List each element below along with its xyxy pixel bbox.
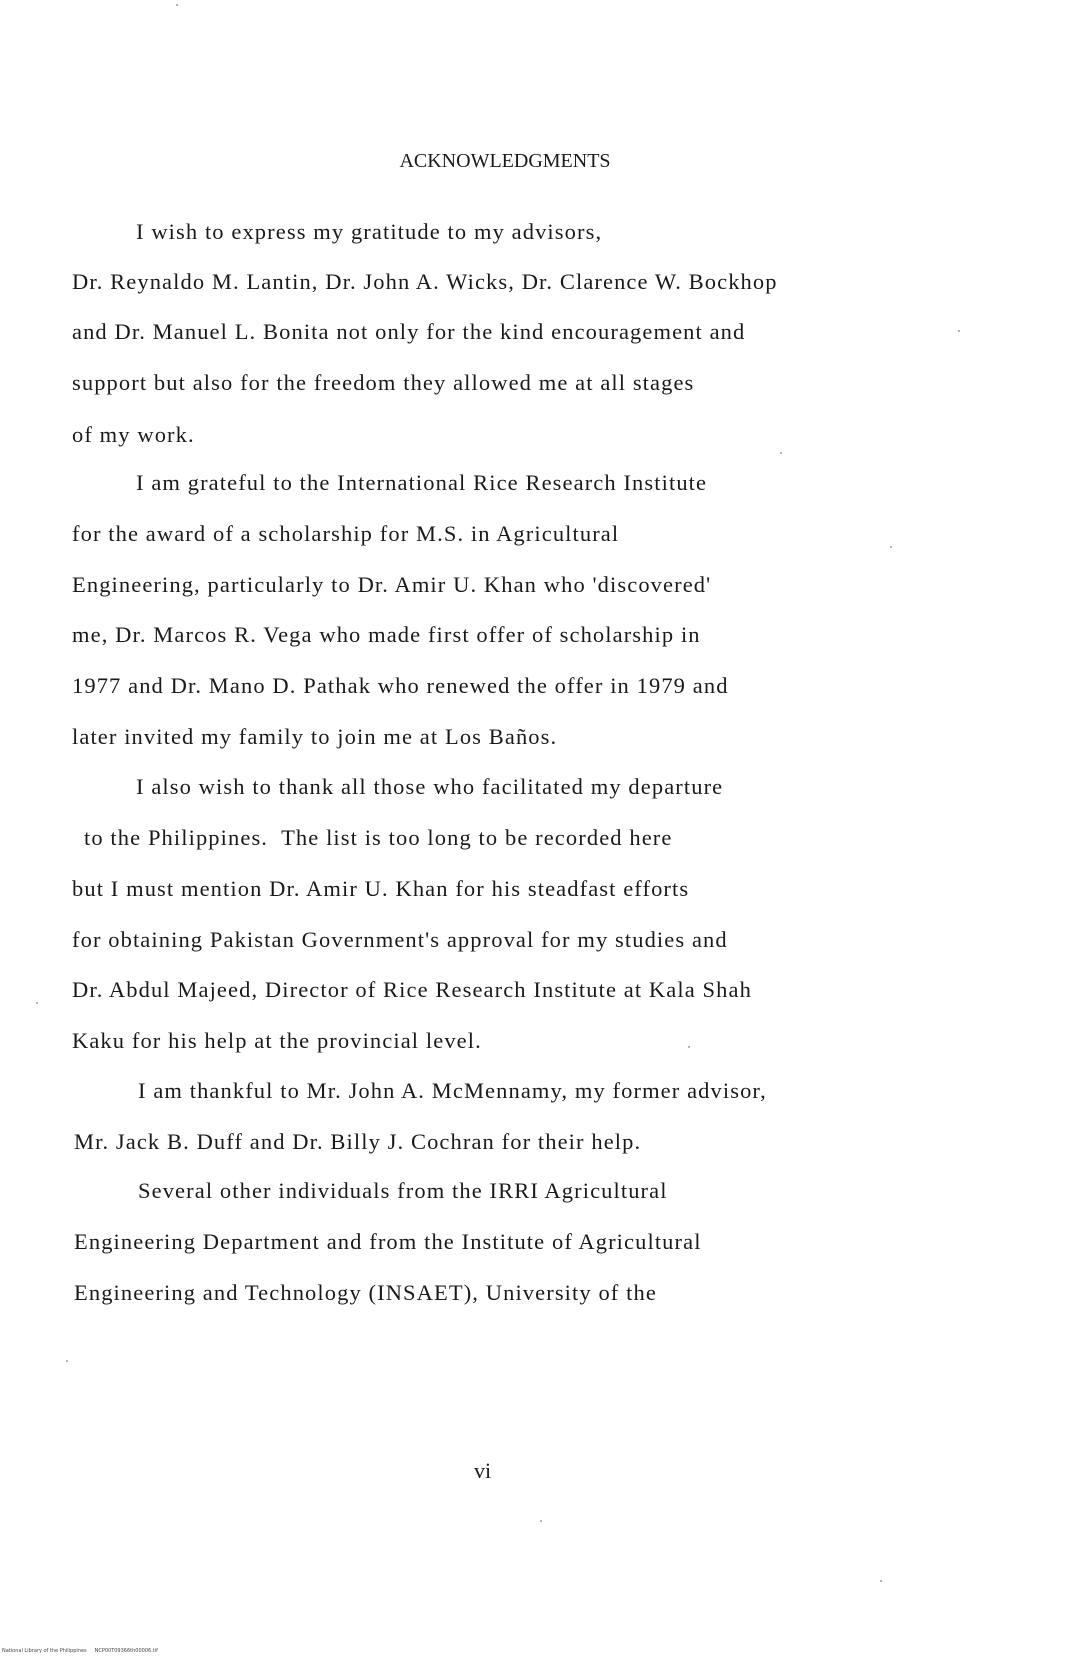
text-line: Engineering, particularly to Dr. Amir U. Khan who 'discovered' xyxy=(72,572,712,597)
text-line: for the award of a scholarship for M.S. in Agricultural xyxy=(72,521,620,546)
scan-speck xyxy=(958,330,960,332)
text-line: Engineering Department and from the Institute of Agricultural xyxy=(74,1229,702,1254)
page-number: vi xyxy=(473,1458,492,1483)
scan-speck xyxy=(540,1520,542,1522)
scan-speck xyxy=(780,452,782,454)
text-line: Kaku for his help at the provincial level. xyxy=(72,1028,482,1053)
text-line: Mr. Jack B. Duff and Dr. Billy J. Cochran for their help. xyxy=(74,1129,642,1154)
scan-speck xyxy=(688,1046,690,1048)
text-line: of my work. xyxy=(72,422,195,447)
text-line: 1977 and Dr. Mano D. Pathak who renewed the offer in 1979 and xyxy=(72,673,729,698)
text-line: later invited my family to join me at Los Baños. xyxy=(72,724,558,749)
scan-speck xyxy=(36,1002,38,1004)
text-line: support but also for the freedom they allowed me at all stages xyxy=(72,370,695,395)
scan-speck xyxy=(66,1360,68,1362)
text-line: I am thankful to Mr. John A. McMennamy, my former advisor, xyxy=(138,1078,767,1103)
text-line: me, Dr. Marcos R. Vega who made first offer of scholarship in xyxy=(72,622,701,647)
text-line: I wish to express my gratitude to my advisors, xyxy=(136,219,603,244)
scan-speck xyxy=(890,546,892,548)
text-line: to the Philippines. The list is too long to be recorded here xyxy=(84,825,673,850)
text-line: Dr. Abdul Majeed, Director of Rice Research Institute at Kala Shah xyxy=(72,977,752,1002)
scan-footer: National Library of the Philippines NCP00T09366th00006.tif xyxy=(2,1648,158,1654)
text-line: Several other individuals from the IRRI Agricultural xyxy=(138,1178,668,1203)
text-line: Engineering and Technology (INSAET), University of the xyxy=(74,1280,657,1305)
scan-speck xyxy=(176,4,178,6)
scan-speck xyxy=(880,1580,882,1582)
text-line: and Dr. Manuel L. Bonita not only for the kind encouragement and xyxy=(72,319,746,344)
page-title: ACKNOWLEDGMENTS xyxy=(399,150,611,172)
text-line: but I must mention Dr. Amir U. Khan for his steadfast efforts xyxy=(72,876,690,901)
text-line: I also wish to thank all those who facilitated my departure xyxy=(136,774,724,799)
text-line: for obtaining Pakistan Government's approval for my studies and xyxy=(72,927,728,952)
text-line: I am grateful to the International Rice Research Institute xyxy=(136,470,708,495)
text-line: Dr. Reynaldo M. Lantin, Dr. John A. Wicks, Dr. Clarence W. Bockhop xyxy=(72,269,778,294)
